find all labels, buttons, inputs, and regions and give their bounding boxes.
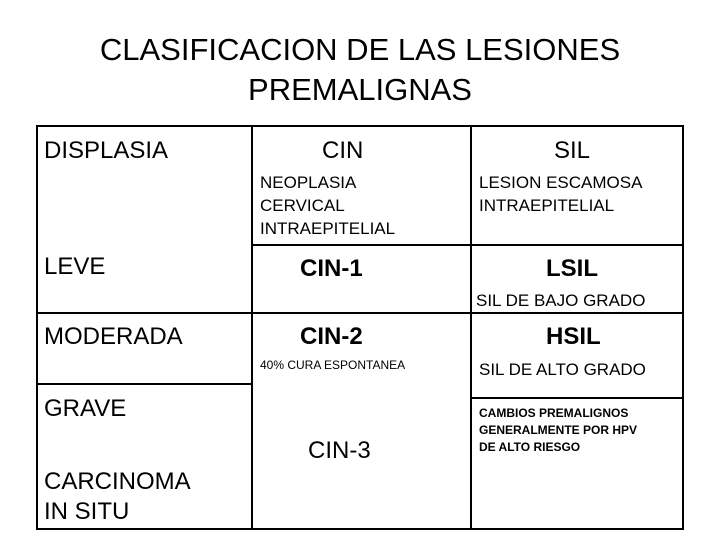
- note-line-3: DE ALTO RIESGO: [479, 440, 581, 454]
- cin-desc-line-2: CERVICAL: [260, 196, 345, 215]
- row-divider-2: [38, 312, 684, 314]
- cin-description: [260, 171, 395, 240]
- header-cin: CIN: [322, 137, 364, 164]
- row-divider-1: [251, 244, 684, 246]
- note-line-1: CAMBIOS PREMALIGNOS: [479, 406, 629, 420]
- lsil-description: SIL DE BAJO GRADO: [476, 291, 646, 310]
- row-divider-3: [38, 383, 251, 385]
- cell-cin-2: CIN-2: [300, 323, 363, 350]
- carcinoma-line-2: IN SITU: [44, 498, 130, 525]
- sil-desc-line-2: INTRAEPITELIAL: [479, 196, 615, 215]
- row-divider-4: [470, 397, 684, 399]
- note-line-2: GENERALMENTE POR HPV: [479, 423, 638, 437]
- premalignant-changes-note: [479, 405, 637, 456]
- column-divider-1: [251, 127, 253, 528]
- cell-hsil: HSIL: [546, 323, 601, 350]
- classification-table: [36, 125, 684, 530]
- title-line-2: PREMALIGNAS: [248, 72, 472, 107]
- carcinoma-line-1: CARCINOMA: [44, 468, 191, 495]
- sil-description: [479, 171, 642, 217]
- slide-title: [0, 30, 720, 110]
- hsil-description: SIL DE ALTO GRADO: [479, 360, 646, 379]
- cin-2-note: 40% CURA ESPONTANEA: [260, 358, 406, 372]
- sil-desc-line-1: LESION ESCAMOSA: [479, 173, 643, 192]
- cell-cin-3: CIN-3: [308, 437, 371, 464]
- cell-cin-1: CIN-1: [300, 255, 363, 282]
- cin-desc-line-3: INTRAEPITELIAL: [260, 219, 396, 238]
- header-displasia: DISPLASIA: [44, 137, 169, 164]
- header-sil: SIL: [554, 137, 591, 164]
- cell-leve: LEVE: [44, 253, 106, 280]
- cell-carcinoma-in-situ: [44, 467, 191, 527]
- cell-lsil: LSIL: [546, 255, 598, 282]
- cin-desc-line-1: NEOPLASIA: [260, 173, 357, 192]
- cell-moderada: MODERADA: [44, 323, 183, 350]
- column-divider-2: [470, 127, 472, 528]
- cell-grave: GRAVE: [44, 395, 127, 422]
- title-line-1: CLASIFICACION DE LAS LESIONES: [99, 32, 621, 67]
